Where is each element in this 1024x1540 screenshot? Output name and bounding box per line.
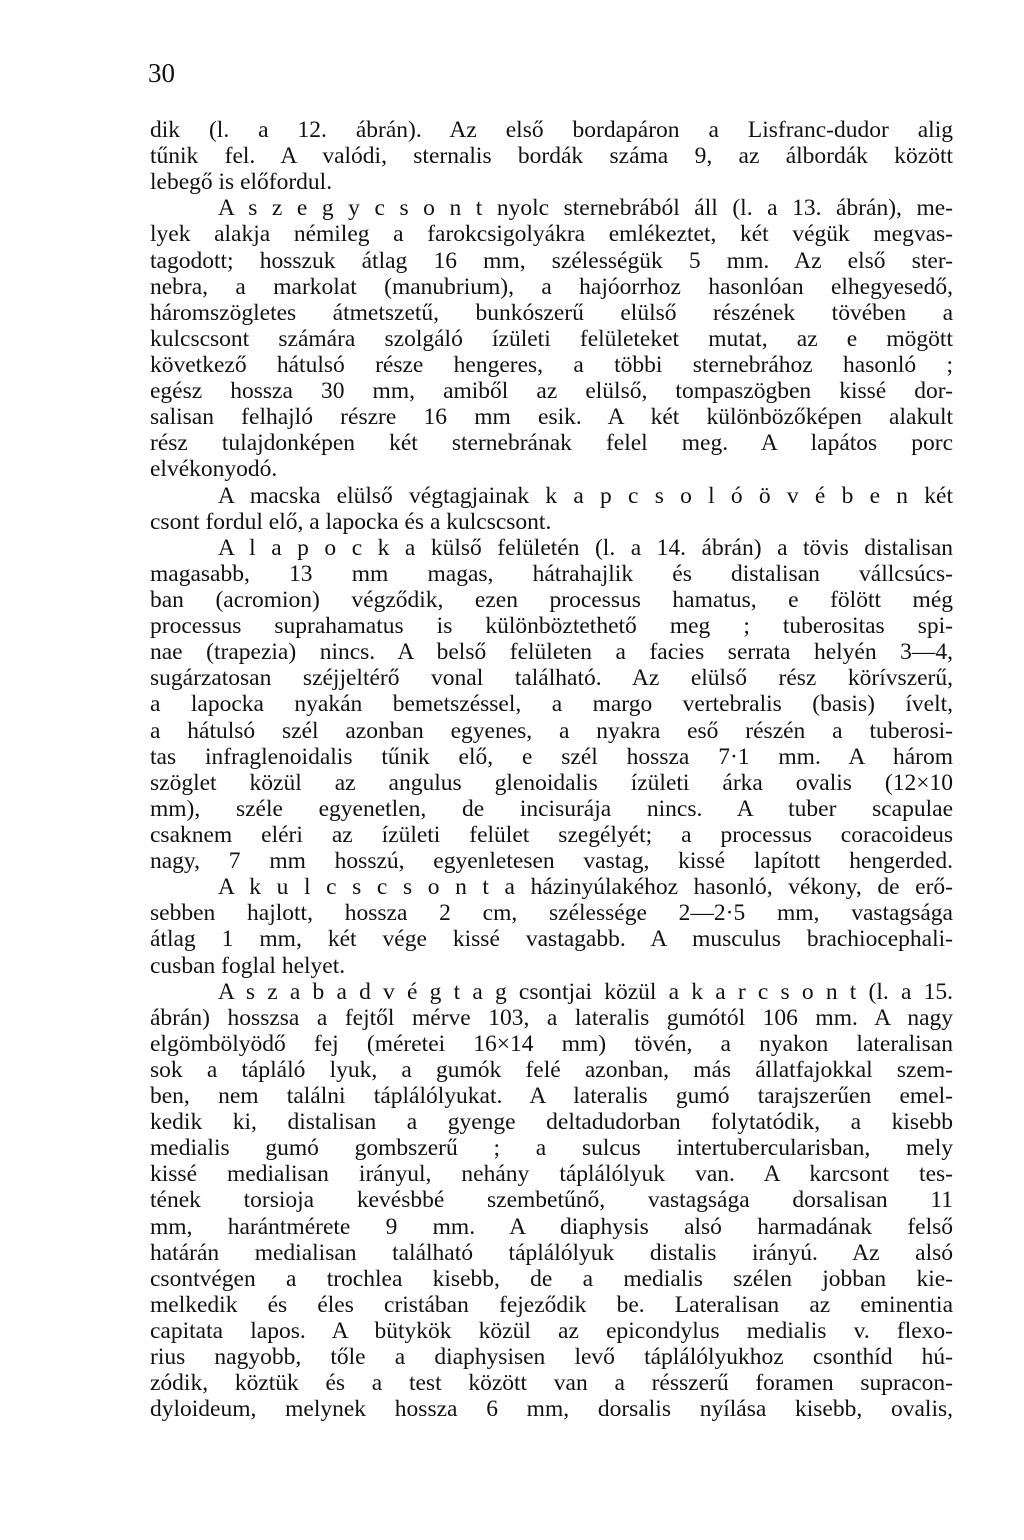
text-line: tas infraglenoidalis tűnik elő, e szél hossza 7·1 mm. A három	[150, 743, 953, 770]
text-line: rius nagyobb, tőle a diaphysisen levő táplálólyukhoz csonthíd hú-	[150, 1344, 953, 1371]
text-line: csontvégen a trochlea kisebb, de a medialis szélen jobban kie-	[150, 1265, 953, 1292]
body-text	[150, 117, 953, 1422]
text-line: tének torsioja kevésbbé szembetűnő, vastagsága dorsalisan 11	[150, 1187, 953, 1214]
text-line: nagy, 7 mm hosszú, egyenletesen vastag, kissé lapított hengerded.	[150, 848, 953, 875]
text-line: sebben hajlott, hossza 2 cm, szélessége 2—2·5 mm, vastagsága	[150, 900, 953, 927]
text-line: a lapocka nyakán bemetszéssel, a margo vertebralis (basis) ívelt,	[150, 691, 953, 718]
text-line: kissé medialisan irányul, nehány táplálólyuk van. A karcsont tes-	[150, 1161, 953, 1188]
text-line: egész hossza 30 mm, amiből az elülső, tompaszögben kissé dor-	[150, 378, 953, 405]
text-line: A l a p o c k a külső felületén (l. a 14. ábrán) a tövis distalisan	[218, 534, 953, 561]
text-line: tagodott; hosszuk átlag 16 mm, szélességük 5 mm. Az első ster-	[150, 247, 953, 274]
text-line: salisan felhajló részre 16 mm esik. A két különbözőképen alakult	[150, 404, 953, 431]
text-line: ben, nem találni táplálólyukat. A lateralis gumó tarajszerűen emel-	[150, 1083, 953, 1110]
text-line: processus suprahamatus is különböztethető meg ; tuberositas spi-	[150, 613, 953, 640]
text-line: A s z e g y c s o n t nyolc sternebrából áll (l. a 13. ábrán), me-	[218, 195, 953, 222]
page-number: 30	[148, 58, 175, 88]
text-line: magasabb, 13 mm magas, hátrahajlik és distalisan vállcsúcs-	[150, 560, 953, 587]
text-line: zódik, köztük és a test között van a résszerű foramen supracon-	[150, 1370, 953, 1397]
text-line: nebra, a markolat (manubrium), a hajóorrhoz hasonlóan elhegyesedő,	[150, 273, 953, 300]
text-line: következő hátulsó része hengeres, a többi sternebrához hasonló ;	[150, 351, 953, 378]
text-line: A k u l c s c s o n t a házinyúlakéhoz hasonló, vékony, de erő-	[218, 874, 953, 901]
text-line: átlag 1 mm, két vége kissé vastagabb. A musculus brachiocephali-	[150, 926, 953, 953]
text-line: melkedik és éles cristában fejeződik be. Lateralisan az eminentia	[150, 1291, 953, 1318]
text-line: medialis gumó gombszerű ; a sulcus intertubercularisban, mely	[150, 1135, 953, 1162]
text-line: sugárzatosan széjjeltérő vonal található. Az elülső rész körívszerű,	[150, 665, 953, 692]
text-line: dik (l. a 12. ábrán). Az első bordapáron a Lisfranc-dudor alig	[150, 117, 953, 143]
text-line: kedik ki, distalisan a gyenge deltadudorban folytatódik, a kisebb	[150, 1109, 953, 1136]
text-line: csaknem eléri az ízületi felület szegélyét; a processus coracoideus	[150, 821, 953, 848]
text-line: szöglet közül az angulus glenoidalis ízületi árka ovalis (12×10	[150, 769, 953, 796]
text-line: A s z a b a d v é g t a g csontjai közül a k a r c s o n t (l. a 15.	[218, 978, 953, 1005]
text-line: A macska elülső végtagjainak k a p c s o l ó ö v é b e n két	[218, 482, 953, 509]
text-line: lyek alakja némileg a farokcsigolyákra emlékeztet, két végük megvas-	[150, 221, 953, 248]
text-line: a hátulsó szél azonban egyenes, a nyakra eső részén a tuberosi-	[150, 717, 953, 744]
text-line: sok a tápláló lyuk, a gumók felé azonban, más állatfajokkal szem-	[150, 1056, 953, 1083]
text-line: ábrán) hosszsa a fejtől mérve 103, a lateralis gumótól 106 mm. A nagy	[150, 1004, 953, 1031]
text-line: cusban foglal helyet.	[150, 952, 346, 979]
text-line: kulcscsont számára szolgáló ízületi felületeket mutat, az e mögött	[150, 325, 953, 352]
text-line: mm, harántmérete 9 mm. A diaphysis alsó harmadának felső	[150, 1213, 953, 1240]
text-line: lebegő is előfordul.	[150, 169, 333, 196]
text-line: nae (trapezia) nincs. A belső felületen a facies serrata helyén 3—4,	[150, 639, 953, 666]
text-line: dyloideum, melynek hossza 6 mm, dorsalis nyílása kisebb, ovalis,	[150, 1396, 953, 1423]
text-line: ban (acromion) végződik, ezen processus hamatus, e fölött még	[150, 586, 953, 613]
text-line: csont fordul elő, a lapocka és a kulcscsont.	[150, 508, 552, 535]
text-line: határán medialisan található táplálólyuk distalis irányú. Az alsó	[150, 1239, 953, 1266]
text-line: capitata lapos. A bütykök közül az epicondylus medialis v. flexo-	[150, 1318, 953, 1345]
text-line: tűnik fel. A valódi, sternalis bordák száma 9, az álbordák között	[150, 143, 953, 170]
text-line: elvékonyodó.	[150, 456, 278, 483]
text-line: mm), széle egyenetlen, de incisurája nincs. A tuber scapulae	[150, 795, 953, 822]
text-line: rész tulajdonképen két sternebrának felel meg. A lapátos porc	[150, 430, 953, 457]
text-line: háromszögletes átmetszetű, bunkószerű elülső részének tövében a	[150, 299, 953, 326]
text-line: elgömbölyödő fej (méretei 16×14 mm) tövén, a nyakon lateralisan	[150, 1030, 953, 1057]
